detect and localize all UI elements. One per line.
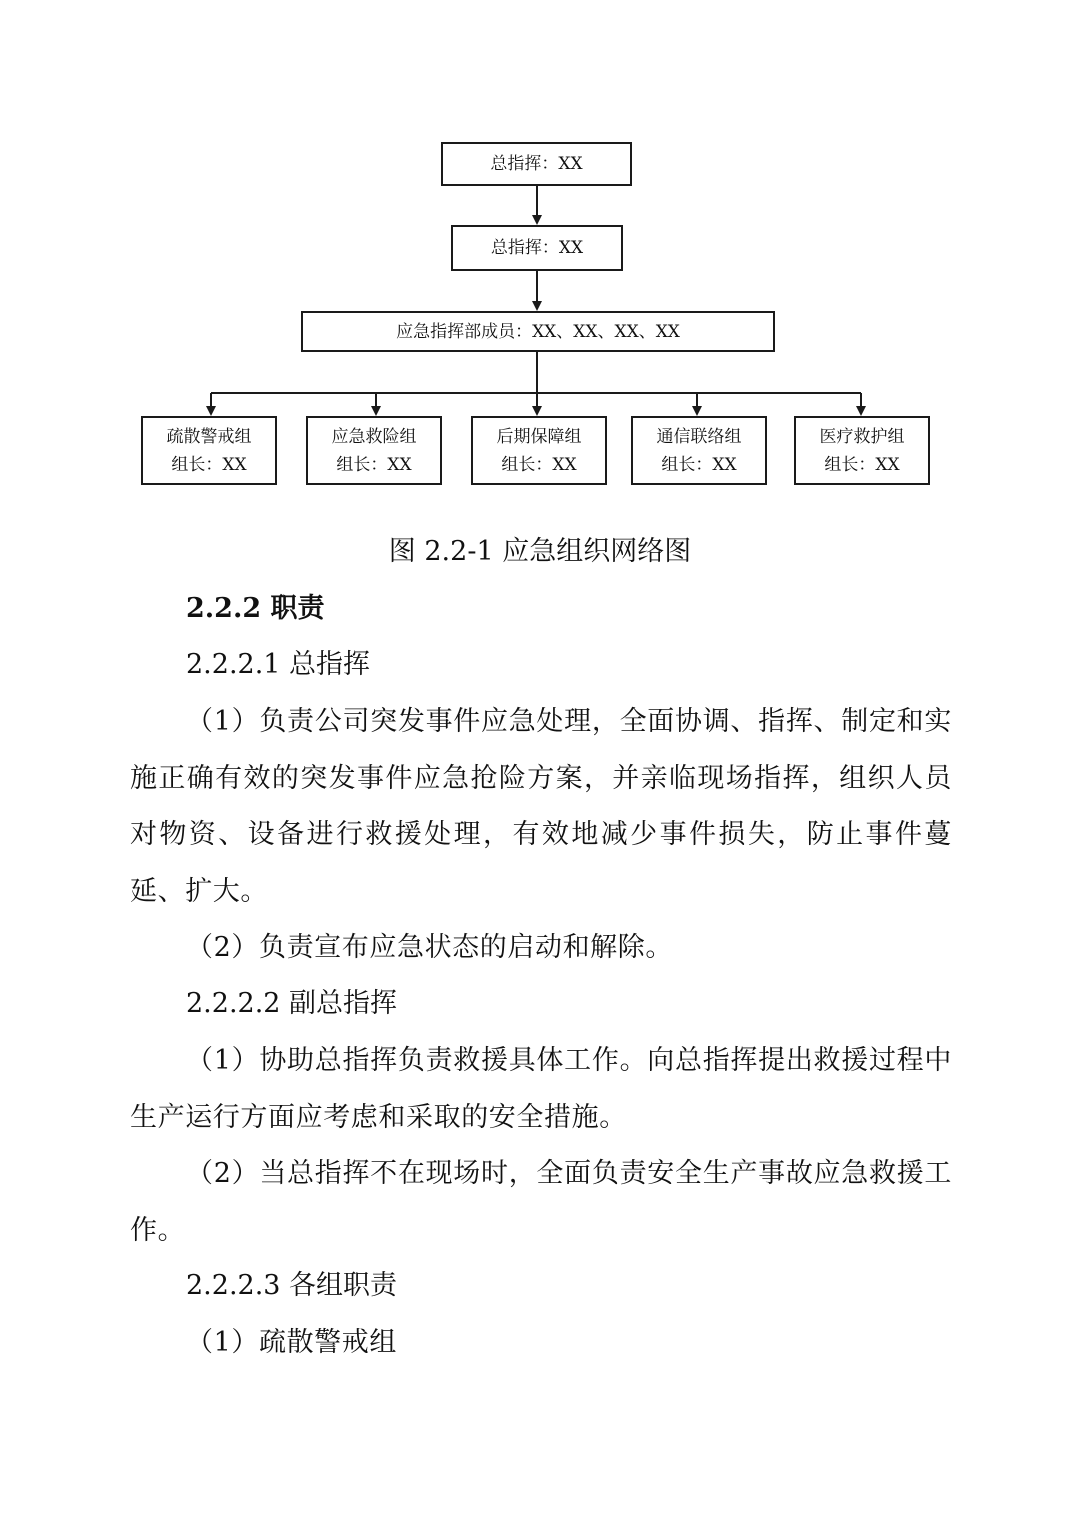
group-name: 后期保障组 xyxy=(496,426,582,447)
group-leader: 组长：XX xyxy=(661,454,737,475)
group-box-medical xyxy=(794,416,930,485)
commander-box xyxy=(441,142,632,186)
group-leader: 组长：XX xyxy=(824,454,900,475)
subsection-heading-groups: 2.2.2.3 各组职责 xyxy=(186,1270,398,1301)
group-box-evacuation xyxy=(141,416,277,485)
command-members-label: 应急指挥部成员：XX、XX、XX、XX xyxy=(396,321,680,342)
paragraph: （2）负责宣布应急状态的启动和解除。 xyxy=(186,932,673,963)
deputy-commander-label: 总指挥：XX xyxy=(490,238,584,258)
group-leader: 组长：XX xyxy=(336,454,412,475)
org-chart xyxy=(0,0,1080,500)
section-heading: 2.2.2 职责 xyxy=(186,593,325,624)
group-box-logistics xyxy=(471,416,607,485)
subsection-heading-commander: 2.2.2.1 总指挥 xyxy=(186,649,371,680)
figure-caption: 图 2.2-1 应急组织网络图 xyxy=(388,536,692,567)
paragraph: （1）负责公司突发事件应急处理，全面协调、指挥、制定和实施正确有效的突发事件应急抢险方案，并亲临现场指挥，组织人员对物资、设备进行救援处理，有效地减少事件损失，防止事件蔓延、扩大。 xyxy=(130,706,952,907)
group-name: 应急救险组 xyxy=(331,426,417,447)
paragraph: （1）协助总指挥负责救援具体工作。向总指挥提出救援过程中生产运行方面应考虑和采取的安全措施。 xyxy=(130,1045,952,1133)
group-box-communication xyxy=(631,416,767,485)
group-leader: 组长：XX xyxy=(501,454,577,475)
paragraph: （2）当总指挥不在现场时，全面负责安全生产事故应急救援工作。 xyxy=(130,1158,952,1246)
paragraph: （1）疏散警戒组 xyxy=(186,1327,397,1358)
group-box-rescue xyxy=(306,416,442,485)
command-members-box xyxy=(301,311,775,352)
group-name: 通信联络组 xyxy=(656,426,742,447)
commander-label: 总指挥：XX xyxy=(490,154,583,174)
subsection-heading-deputy: 2.2.2.2 副总指挥 xyxy=(186,988,398,1019)
group-leader: 组长：XX xyxy=(171,454,247,475)
group-name: 疏散警戒组 xyxy=(166,426,252,447)
group-name: 医疗救护组 xyxy=(819,426,905,447)
deputy-commander-box xyxy=(451,225,623,271)
